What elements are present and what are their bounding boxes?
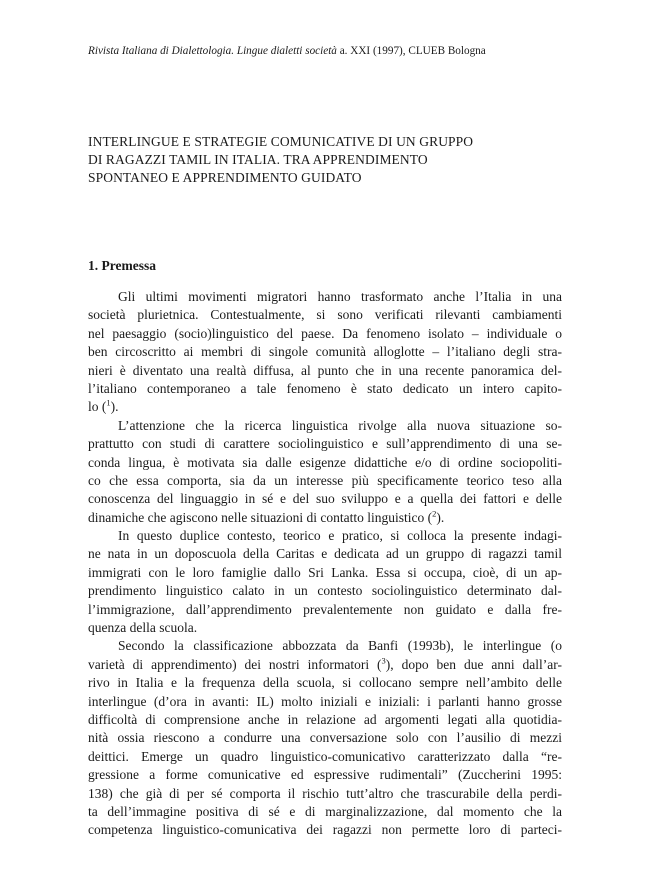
- body-line: nità ossia riescono a condurre una conversazione solo con l’ausilio di mezzi: [88, 730, 562, 746]
- body-line: gressione a forme comunicative ed espressive rudimentali” (Zuccherini 1995:: [88, 767, 562, 783]
- section-heading: 1. Premessa: [88, 258, 156, 273]
- body-line: Secondo la classificazione abbozzata da Banfi (1993b), le interlingue (o: [118, 638, 562, 654]
- body-line: rivo in Italia e la frequenza della scuola, si collocano sempre nell’ambito delle: [88, 675, 562, 691]
- title-line: INTERLINGUE E STRATEGIE COMUNICATIVE DI UN GRUPPO: [88, 134, 474, 149]
- body-line: co che essa comporta, sia da un interesse più specificamente teorico teso alla: [88, 472, 562, 488]
- body-line: Gli ultimi movimenti migratori hanno trasformato anche l’Italia in una: [118, 289, 562, 304]
- body-line: prattutto con studi di carattere sociolinguistico e sull’apprendimento di una se-: [88, 436, 562, 452]
- title-line: DI RAGAZZI TAMIL IN ITALIA. TRA APPRENDIMENTO: [88, 152, 428, 167]
- footnote-marker[interactable]: 3: [381, 655, 386, 666]
- body-line: immigrati con le loro famiglie dallo Sri Lanka. Essa si occupa, cioè, di un ap-: [88, 564, 562, 580]
- body-line: ta dell’immagine positiva di sé e di marginalizzazione, dal momento che la: [88, 803, 562, 819]
- running-head: [88, 44, 562, 58]
- body-text: [88, 288, 562, 840]
- body-line: L’attenzione che la ricerca linguistica rivolge alla nuova situazione so-: [118, 417, 562, 433]
- article-title: [88, 133, 562, 187]
- body-line: nieri è diventato una realtà diffusa, al punto che in una recente panoramica del-: [88, 362, 562, 378]
- body-line: l’italiano contemporaneo a tale fenomeno è stato dedicato un intero capito-: [88, 380, 562, 396]
- body-line: competenza linguistico-comunicativa dei ragazzi non permette loro di parteci-: [88, 822, 562, 838]
- journal-issue: a. XXI (1997), CLUEB Bologna: [336, 45, 486, 57]
- body-line: In questo duplice contesto, teorico e pratico, si colloca la presente indagi-: [118, 528, 562, 544]
- body-line: l’immigrazione, dall’apprendimento prevalentemente non guidato e dalla fre-: [88, 601, 562, 617]
- body-line: interlingue (d’ora in avanti: IL) molto iniziali e iniziali: i parlanti hanno grosse: [88, 693, 562, 709]
- body-line: ben circoscritto ai membri di singole comunità alloglotte – l’italiano degli stra-: [88, 344, 562, 360]
- body-line: 138) che già di per sé comporta il rischio tutt’altro che trascurabile della perdi-: [88, 785, 562, 801]
- body-line: nel paesaggio (socio)linguistico del paese. Da fenomeno isolato – individuale o: [88, 325, 562, 341]
- body-line: società plurietnica. Contestualmente, si sono verificati rilevanti cambiamenti: [88, 307, 562, 323]
- body-line: varietà di apprendimento) dei nostri informatori ($^3$), dopo ben due anni dall’ar-: [88, 655, 563, 672]
- footnote-marker[interactable]: 1: [106, 397, 111, 408]
- title-line: SPONTANEO E APPRENDIMENTO GUIDATO: [88, 170, 362, 185]
- body-line: ne nata in un doposcuola della Caritas e dedicata ad un gruppo di ragazzi tamil: [88, 546, 562, 562]
- body-line: dinamiche che agiscono nelle situazioni di contatto linguistico ($^2$).: [88, 508, 445, 525]
- body-line: lo ($^1$).: [88, 397, 119, 415]
- body-line: prendimento linguistico calato in un contesto sociolinguistico determinato dal-: [88, 583, 562, 599]
- body-line: conoscenza del linguaggio in sé e del suo sviluppo e a quella dei fattori e delle: [88, 491, 562, 507]
- body-line: difficoltà di comprensione anche in relazione ad argomenti legati alla quotidia-: [88, 711, 562, 727]
- journal-title: Rivista Italiana di Dialettologia. Lingue dialetti società: [88, 45, 337, 57]
- body-line: conda lingua, è motivata sia dalle esigenze didattiche e/o di ordine sociopoliti-: [88, 454, 562, 470]
- body-line: deittici. Emerge un quadro linguistico-comunicativo caratterizzato dalla “re-: [88, 748, 562, 764]
- body-line: quenza della scuola.: [88, 620, 198, 636]
- footnote-marker[interactable]: 2: [432, 508, 437, 519]
